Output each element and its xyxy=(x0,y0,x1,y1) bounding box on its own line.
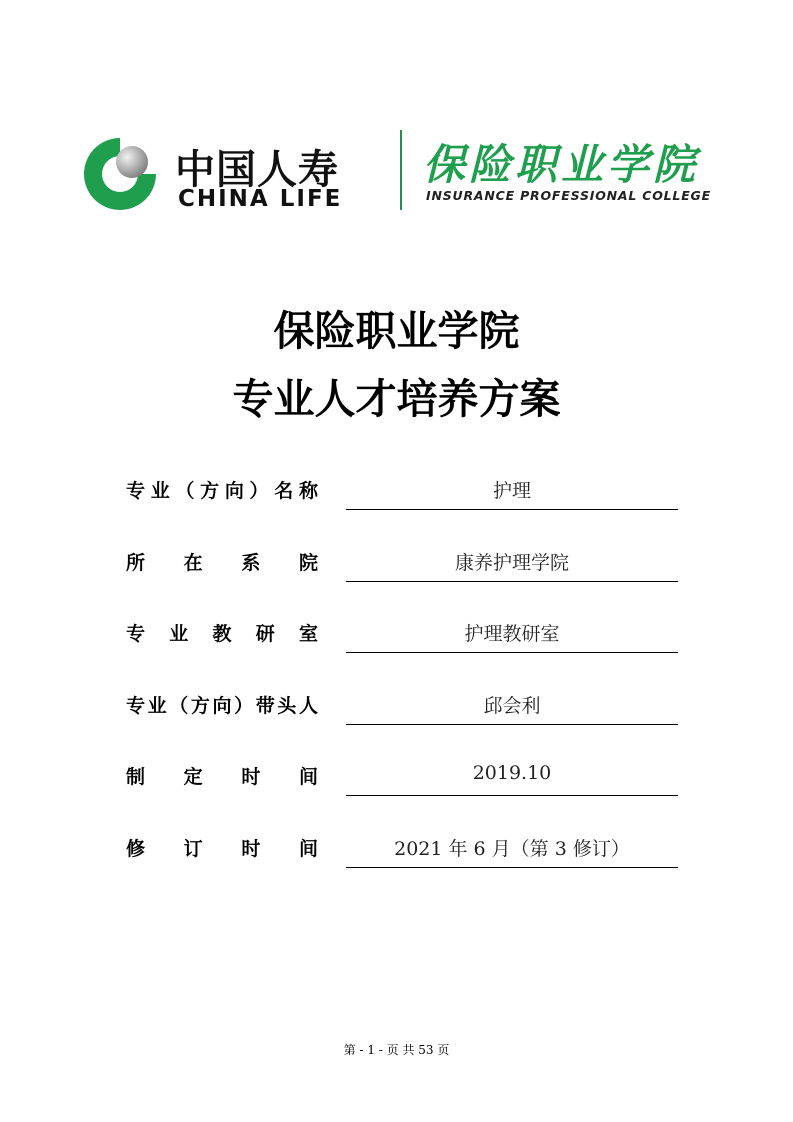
info-label: 所在系院 xyxy=(126,552,318,574)
info-label: 专业（方向）带头人 xyxy=(126,695,318,717)
info-value: 2021 年 6 月（第 3 修订） xyxy=(394,838,630,860)
info-value: 2019.10 xyxy=(472,762,552,784)
info-value: 邱会利 xyxy=(483,695,541,717)
info-value: 护理 xyxy=(492,480,531,502)
info-label: 制定时间 xyxy=(126,766,318,788)
info-label: 专业（方向）名称 xyxy=(126,480,318,502)
underline xyxy=(346,652,678,653)
info-value: 护理教研室 xyxy=(464,623,560,645)
info-row-revised-date xyxy=(126,834,678,874)
page-footer: 第 - 1 - 页 共 53 页 xyxy=(343,1043,450,1057)
info-row-department xyxy=(126,548,678,588)
info-label: 专业教研室 xyxy=(126,623,318,645)
document-title-line1: 保险职业学院 xyxy=(273,307,520,355)
document-title-line2: 专业人才培养方案 xyxy=(232,375,561,423)
underline xyxy=(346,867,678,868)
china-life-logo-icon xyxy=(80,134,160,214)
underline xyxy=(346,795,678,796)
header-logo-bar xyxy=(80,130,750,220)
info-row-major xyxy=(126,476,678,516)
logo-divider xyxy=(400,130,402,210)
underline xyxy=(346,581,678,582)
underline xyxy=(346,509,678,510)
info-row-teaching-office xyxy=(126,619,678,659)
brand-name-cn: 中国人寿 xyxy=(175,147,339,193)
info-label: 修订时间 xyxy=(126,838,318,860)
info-row-leader xyxy=(126,691,678,731)
college-name-en: INSURANCE PROFESSIONAL COLLEGE xyxy=(426,188,711,203)
info-row-created-date xyxy=(126,762,678,802)
brand-name-en: CHINA LIFE xyxy=(178,186,343,212)
underline xyxy=(346,724,678,725)
college-name-cn: 保险职业学院 xyxy=(423,140,700,189)
info-value: 康养护理学院 xyxy=(454,552,569,574)
